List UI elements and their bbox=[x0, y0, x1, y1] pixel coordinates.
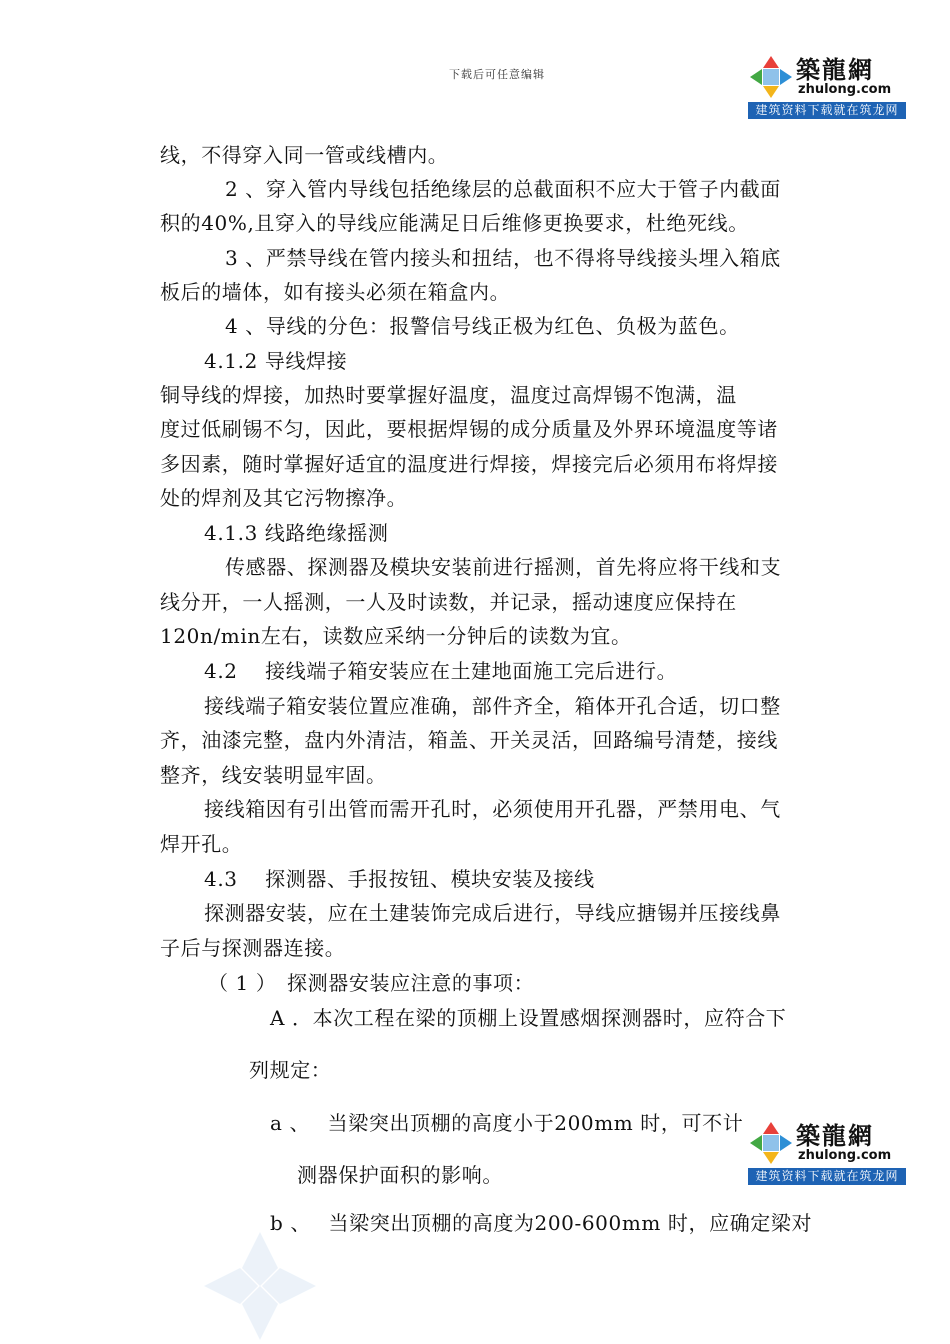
logo-en: zhulong.com bbox=[798, 1148, 892, 1163]
body-line-14: 线分开，一人摇测，一人及时读数，并记录，摇动速度应保持在 bbox=[160, 590, 737, 614]
list-item-a-lower: a 、 当梁突出顶棚的高度小于200mm 时，可不计 bbox=[270, 1111, 744, 1135]
list-item-a-lower-cont: 测器保护面积的影响。 bbox=[297, 1163, 503, 1187]
zhulong-logo-top bbox=[748, 48, 908, 120]
body-line-15: 120n/min左右，读数应采纳一分钟后的读数为宜。 bbox=[160, 624, 632, 648]
body-line-11: 处的焊剂及其它污物擦净。 bbox=[160, 486, 408, 510]
body-line-19: 整齐，线安装明显牢固。 bbox=[160, 763, 387, 787]
body-line-21: 焊开孔。 bbox=[160, 832, 243, 856]
body-line-10: 多因素，随时掌握好适宜的温度进行焊接，焊接完后必须用布将焊接 bbox=[160, 452, 778, 476]
list-item-b-lower: b 、 当梁突出顶棚的高度为200-600mm 时，应确定梁对 bbox=[270, 1211, 813, 1235]
logo-tagline: 建筑资料下载就在筑龙网 bbox=[748, 1168, 906, 1185]
section-heading-4-1-2: 4.1.2 导线焊接 bbox=[204, 349, 348, 373]
logo-tagline: 建筑资料下载就在筑龙网 bbox=[748, 102, 906, 119]
zhulong-logo-icon bbox=[748, 54, 794, 100]
logo-en: zhulong.com bbox=[798, 82, 892, 97]
body-line-3: 积的40%,且穿入的导线应能满足日后维修更换要求，杜绝死线。 bbox=[160, 211, 749, 235]
body-line-9: 度过低刷锡不匀，因此，要根据焊锡的成分质量及外界环境温度等诸 bbox=[160, 417, 778, 441]
body-line-13: 传感器、探测器及模块安装前进行摇测，首先将应将干线和支 bbox=[225, 555, 782, 579]
body-line-1: 线，不得穿入同一管或线槽内。 bbox=[160, 143, 449, 167]
body-line-18: 齐，油漆完整，盘内外清洁，箱盖、开关灵活，回路编号清楚，接线 bbox=[160, 728, 778, 752]
list-item-a-upper: A ．本次工程在梁的顶棚上设置感烟探测器时，应符合下 bbox=[270, 1006, 787, 1030]
list-heading-1: （ 1 ） 探测器安装应注意的事项： bbox=[208, 971, 535, 995]
zhulong-logo-bottom bbox=[748, 1114, 908, 1186]
body-line-24: 子后与探测器连接。 bbox=[160, 936, 346, 960]
header-note: 下载后可任意编辑 bbox=[449, 68, 545, 81]
section-heading-4-2: 4.2 接线端子箱安装应在土建地面施工完后进行。 bbox=[204, 659, 678, 683]
list-item-a-upper-cont: 列规定： bbox=[249, 1058, 332, 1082]
body-line-2: 2 、穿入管内导线包括绝缘层的总截面积不应大于管子内截面 bbox=[225, 177, 781, 201]
section-heading-4-3: 4.3 探测器、手报按钮、模块安装及接线 bbox=[204, 867, 595, 891]
body-line-5: 板后的墙体，如有接头必须在箱盒内。 bbox=[160, 280, 511, 304]
body-line-17: 接线端子箱安装位置应准确，部件齐全，箱体开孔合适，切口整 bbox=[204, 694, 781, 718]
logo-cn: 築龍網 bbox=[796, 55, 874, 84]
body-line-20: 接线箱因有引出管而需开孔时，必须使用开孔器，严禁用电、气 bbox=[204, 797, 781, 821]
watermark-icon bbox=[200, 1228, 320, 1344]
body-line-8: 铜导线的焊接，加热时要掌握好温度，温度过高焊锡不饱满，温 bbox=[160, 383, 737, 407]
body-line-4: 3 、严禁导线在管内接头和扭结，也不得将导线接头埋入箱底 bbox=[225, 246, 781, 270]
body-line-6: 4 、导线的分色：报警信号线正极为红色、负极为蓝色。 bbox=[225, 314, 740, 338]
section-heading-4-1-3: 4.1.3 线路绝缘摇测 bbox=[204, 521, 389, 545]
body-line-23: 探测器安装，应在土建装饰完成后进行，导线应搪锡并压接线鼻 bbox=[204, 901, 781, 925]
zhulong-logo-icon bbox=[748, 1120, 794, 1166]
logo-cn: 築龍網 bbox=[796, 1121, 874, 1150]
